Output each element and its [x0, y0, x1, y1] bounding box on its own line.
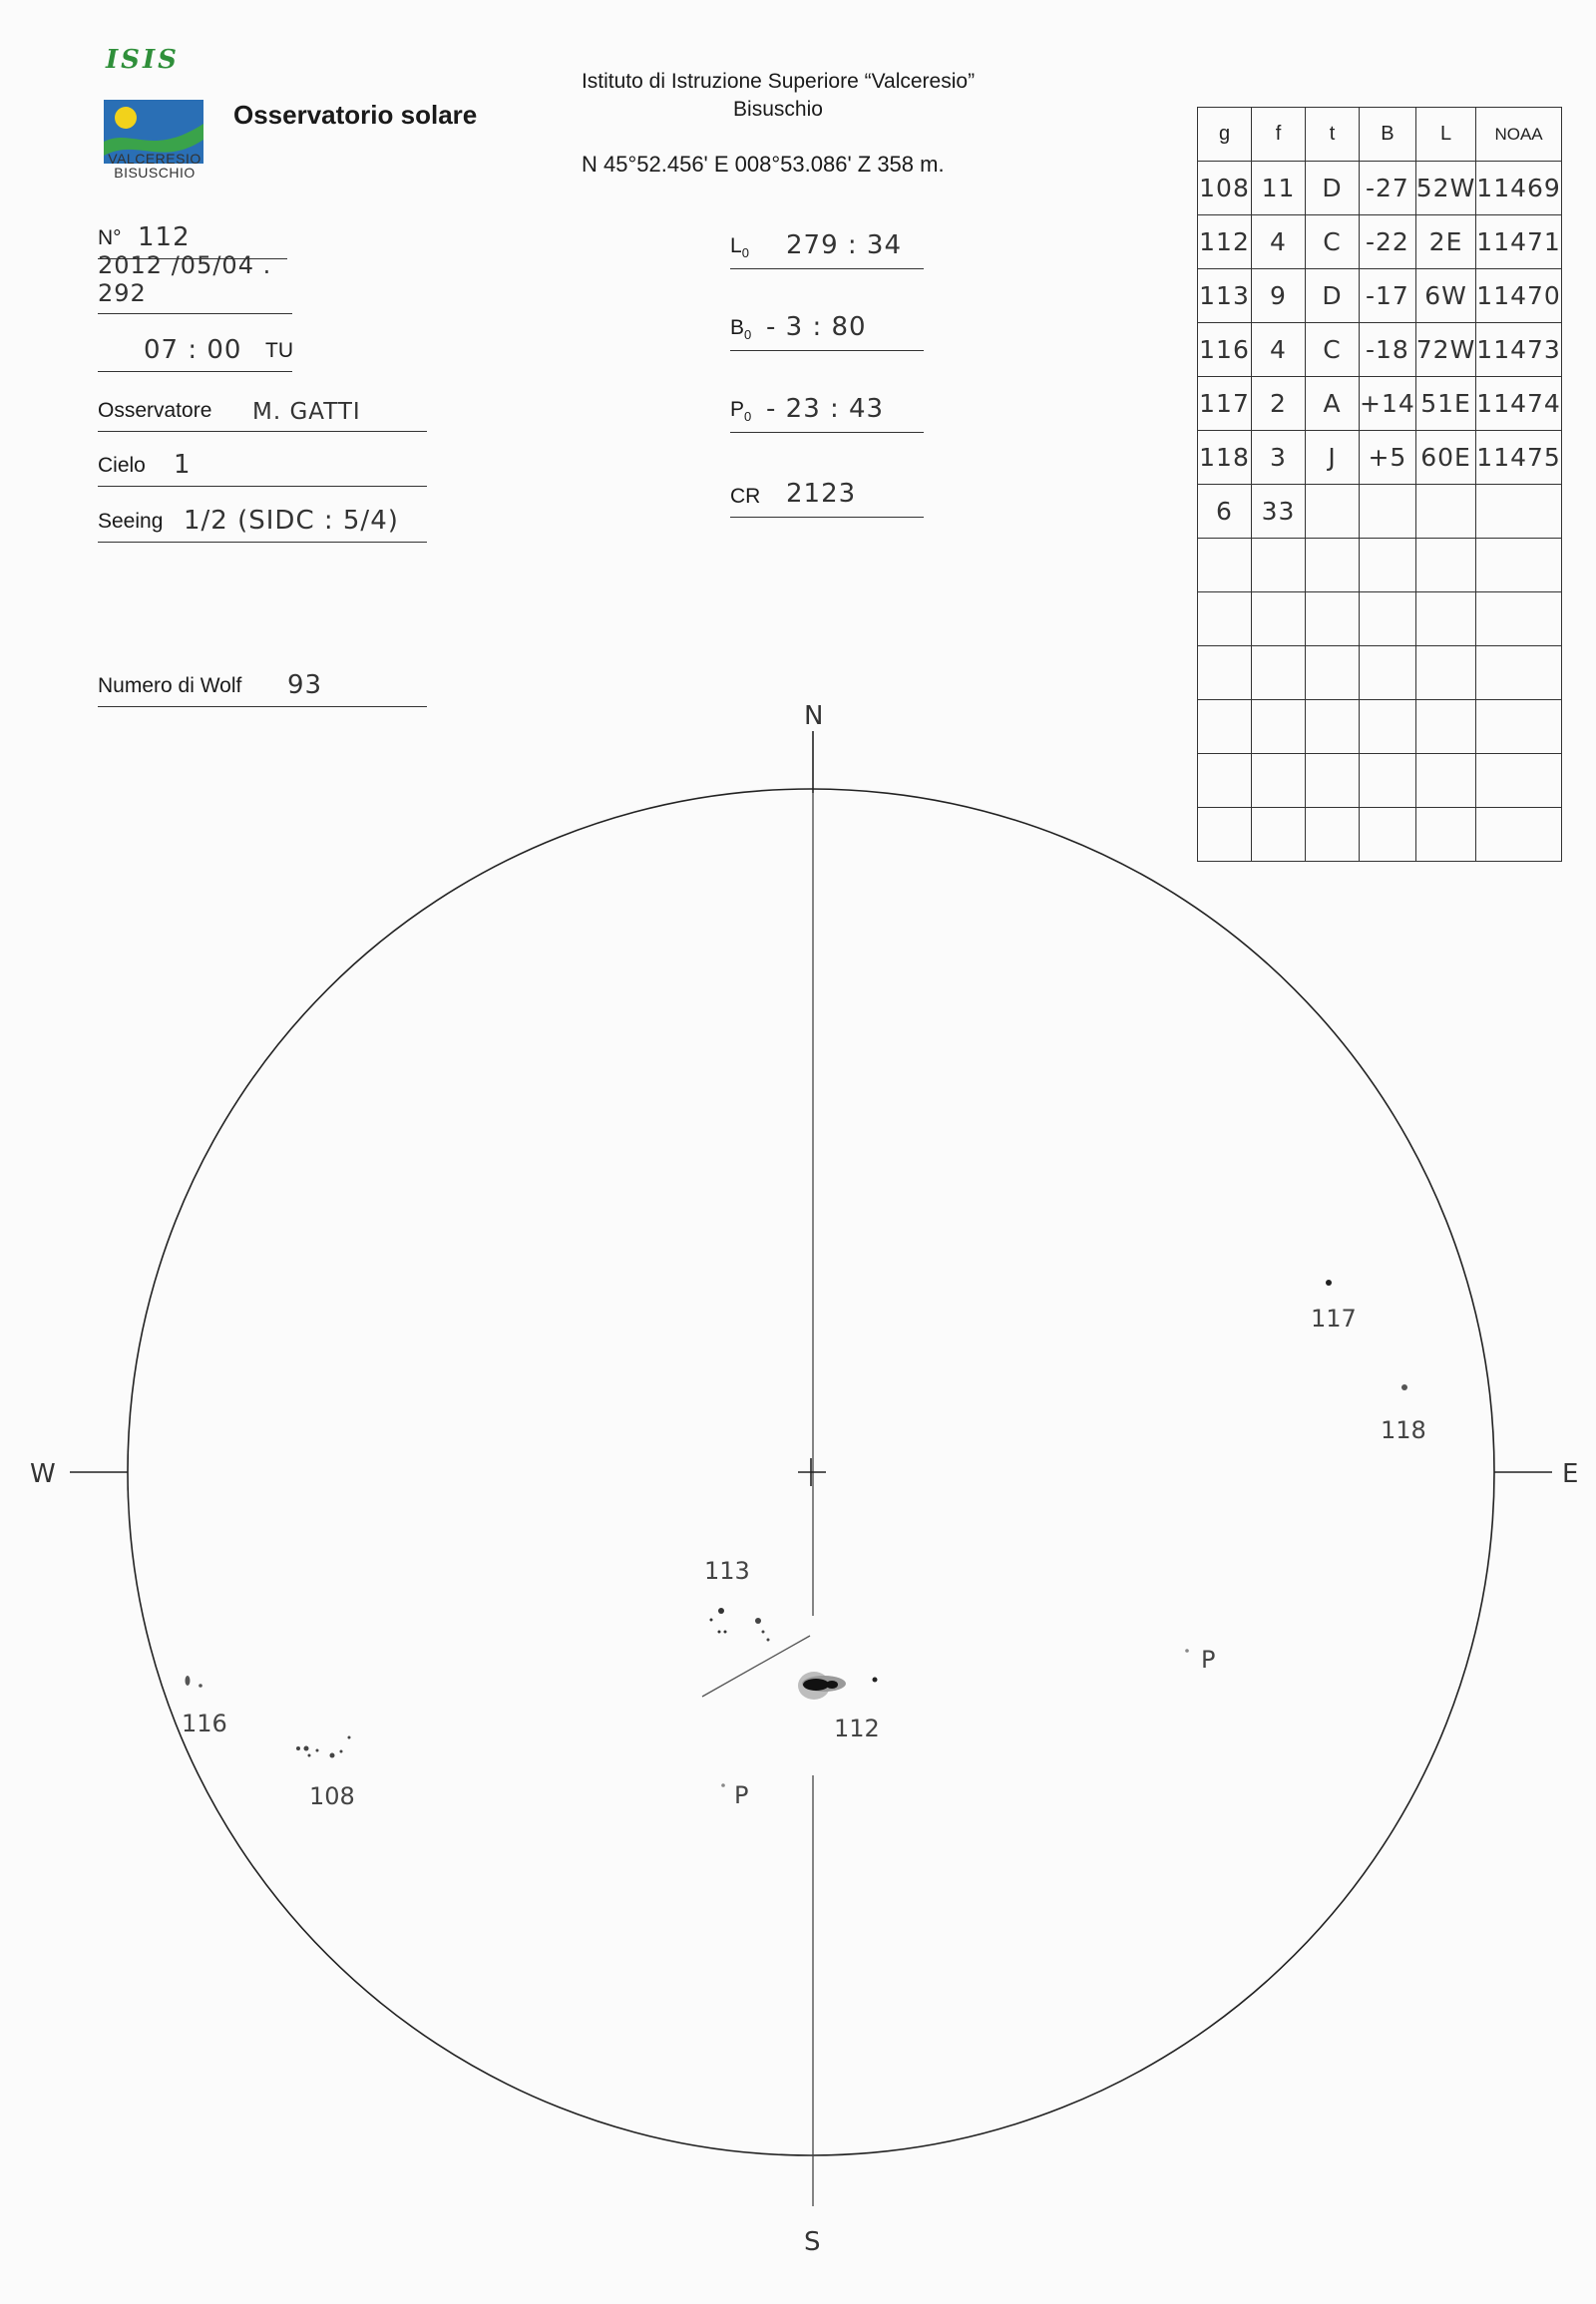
time-field [98, 327, 292, 372]
table-cell: 118 [1198, 431, 1252, 485]
logo-brand: ISIS [106, 45, 180, 75]
group-label-116: 116 [182, 1710, 227, 1737]
institute-line-2: Bisuschio [733, 98, 823, 121]
table-cell: 33 [1252, 485, 1306, 539]
table-cell: 6 [1198, 485, 1252, 539]
south-label: S [804, 2227, 821, 2257]
observation-number-label: N° [98, 226, 122, 249]
facula-mark-1 [1185, 1649, 1189, 1653]
observer-field [98, 387, 427, 432]
school-logo [100, 45, 209, 185]
sunspot-group-116 [186, 1676, 202, 1688]
table-cell: 4 [1252, 215, 1306, 269]
north-label: N [804, 701, 824, 731]
observatory-title: Osservatorio solare [233, 100, 478, 130]
table-row [1198, 215, 1562, 269]
table-cell: 60E [1415, 431, 1476, 485]
table-row [1198, 162, 1562, 215]
sunspot-118 [1401, 1384, 1407, 1390]
logo-caption-1: VALCERESIO [108, 151, 201, 167]
solar-disk-drawing [0, 678, 1596, 2304]
east-label: E [1562, 1459, 1579, 1489]
table-cell [1360, 539, 1416, 592]
table-cell [1306, 539, 1360, 592]
cr-value: 2123 [786, 479, 857, 509]
table-cell: 52W [1415, 162, 1476, 215]
table-cell [1415, 485, 1476, 539]
table-cell: 2 [1252, 377, 1306, 431]
sky-field [98, 442, 427, 487]
table-cell: 11469 [1476, 162, 1562, 215]
table-header-cell: f [1252, 108, 1306, 162]
sky-value: 1 [174, 450, 192, 480]
table-cell: 9 [1252, 269, 1306, 323]
table-cell [1476, 539, 1562, 592]
date-value: 2012 /05/04 . 292 [98, 251, 272, 307]
cr-label: CR [730, 485, 761, 508]
sunspot-group-112 [798, 1672, 878, 1700]
seeing-value: 1/2 (SIDC : 5/4) [184, 506, 399, 536]
p0-field [730, 386, 924, 433]
observation-number-value: 112 [138, 222, 191, 252]
table-cell: C [1306, 215, 1360, 269]
table-cell: D [1306, 269, 1360, 323]
table-cell: +14 [1360, 377, 1416, 431]
table-cell: 108 [1198, 162, 1252, 215]
sunspot-group-113 [710, 1608, 770, 1642]
table-header-cell: t [1306, 108, 1360, 162]
west-label: W [30, 1459, 56, 1489]
table-cell: 2E [1415, 215, 1476, 269]
table-cell: 11475 [1476, 431, 1562, 485]
table-cell: -27 [1360, 162, 1416, 215]
table-cell [1360, 592, 1416, 646]
table-row [1198, 323, 1562, 377]
p0-value: - 23 : 43 [766, 394, 885, 424]
rotation-axis-line [702, 1636, 810, 1697]
table-cell: 51E [1415, 377, 1476, 431]
table-cell: +5 [1360, 431, 1416, 485]
table-cell [1476, 592, 1562, 646]
table-header-row [1198, 108, 1562, 162]
table-cell: 117 [1198, 377, 1252, 431]
table-header-cell: g [1198, 108, 1252, 162]
observatory-coordinates: N 45°52.456' E 008°53.086' Z 358 m. [582, 152, 945, 177]
table-cell: 11473 [1476, 323, 1562, 377]
table-cell: 113 [1198, 269, 1252, 323]
group-label-108: 108 [309, 1782, 355, 1810]
seeing-label: Seeing [98, 510, 164, 533]
time-unit: TU [265, 339, 293, 362]
b0-value: - 3 : 80 [766, 312, 867, 342]
b0-field [730, 304, 924, 351]
table-cell: 112 [1198, 215, 1252, 269]
table-cell: 3 [1252, 431, 1306, 485]
l0-field [730, 222, 924, 269]
group-label-112: 112 [834, 1715, 880, 1742]
table-cell: 6W [1415, 269, 1476, 323]
group-label-117: 117 [1311, 1305, 1357, 1333]
sunspot-117 [1326, 1280, 1332, 1286]
table-cell [1252, 592, 1306, 646]
institute-line-1: Istituto di Istruzione Superiore “Valceresio” [581, 70, 976, 93]
table-cell: D [1306, 162, 1360, 215]
table-cell: 72W [1415, 323, 1476, 377]
table-cell: -18 [1360, 323, 1416, 377]
facula-label-1: P [1201, 1646, 1216, 1674]
table-cell: A [1306, 377, 1360, 431]
table-header-cell: L [1415, 108, 1476, 162]
observer-label: Osservatore [98, 399, 212, 422]
table-cell: C [1306, 323, 1360, 377]
time-value: 07 : 00 [144, 335, 242, 365]
table-cell: 11471 [1476, 215, 1562, 269]
cr-field [730, 471, 924, 518]
table-cell [1476, 485, 1562, 539]
table-cell [1415, 539, 1476, 592]
table-cell: -22 [1360, 215, 1416, 269]
facula-label-2: P [734, 1781, 749, 1809]
table-cell [1306, 592, 1360, 646]
table-empty-row [1198, 539, 1562, 592]
table-header-cell: NOAA [1476, 108, 1562, 162]
p0-label: $P_0$ [730, 397, 752, 424]
l0-value: 279 : 34 [786, 230, 902, 260]
group-label-113: 113 [704, 1557, 750, 1585]
table-row [1198, 377, 1562, 431]
table-cell [1306, 485, 1360, 539]
table-cell: 116 [1198, 323, 1252, 377]
logo-caption-2: BISUSCHIO [114, 165, 196, 181]
table-cell: J [1306, 431, 1360, 485]
table-cell: 11 [1252, 162, 1306, 215]
observer-value: M. GATTI [252, 399, 361, 425]
seeing-field [98, 498, 427, 543]
table-cell: 4 [1252, 323, 1306, 377]
sunspot-group-108 [296, 1736, 351, 1758]
b0-label: $B_0$ [730, 315, 752, 342]
table-cell [1198, 592, 1252, 646]
table-cell [1415, 592, 1476, 646]
table-cell: 11474 [1476, 377, 1562, 431]
table-row [1198, 269, 1562, 323]
facula-mark-2 [721, 1783, 725, 1787]
group-label-118: 118 [1381, 1416, 1426, 1444]
table-cell: 11470 [1476, 269, 1562, 323]
institute-title [469, 68, 1087, 124]
table-row [1198, 431, 1562, 485]
table-cell: -17 [1360, 269, 1416, 323]
table-empty-row [1198, 592, 1562, 646]
wolf-number-label: Numero di Wolf [98, 674, 242, 697]
sky-label: Cielo [98, 454, 146, 477]
l0-label: $L_0$ [730, 233, 749, 260]
table-cell [1198, 539, 1252, 592]
date-field [98, 251, 292, 314]
table-cell [1360, 485, 1416, 539]
table-header-cell: B [1360, 108, 1416, 162]
table-cell [1252, 539, 1306, 592]
wolf-number-value: 93 [287, 670, 323, 700]
table-totals-row [1198, 485, 1562, 539]
